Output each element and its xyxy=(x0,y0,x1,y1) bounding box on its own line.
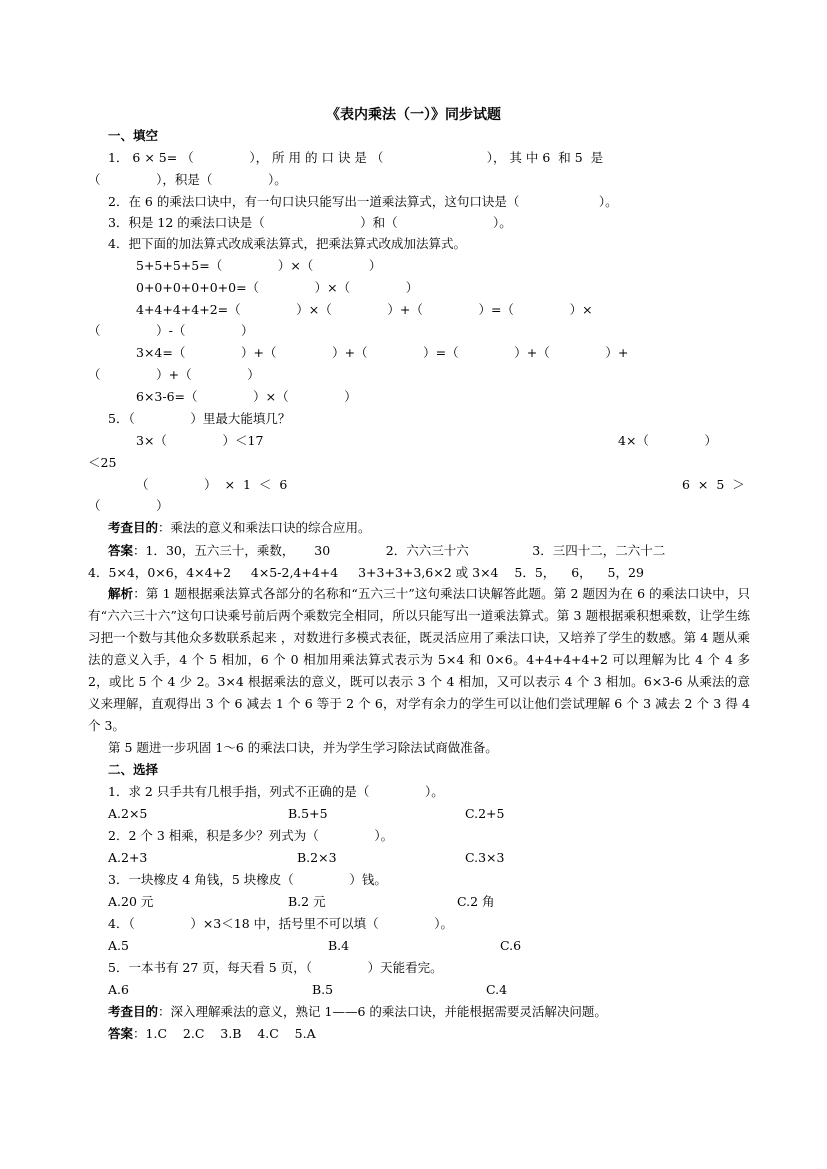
s2-answer xyxy=(108,1026,316,1042)
q5-option-a: A.6 xyxy=(108,982,129,997)
s1-line: （ ），积是（ ）。 xyxy=(88,172,287,187)
s1-line: 6×3-6=（ ）×（ ） xyxy=(136,389,357,404)
s1-line: （ ） xyxy=(88,498,169,513)
s1-line: 4×（ ） xyxy=(618,433,718,448)
s1-line: 5．（ ）里最大能填几？ xyxy=(108,411,291,426)
answer-text: ：1.C 2.C 3.B 4.C 5.A xyxy=(133,1026,316,1041)
q4: 4．（ ）×3＜18 中，括号里不可以填（ ）。 xyxy=(108,916,454,931)
answer-text: ：1．30，五六三十，乘数， 30 2．六六三十六 3．三四十二，二六十二 xyxy=(133,543,666,558)
q1-option-c: C.2+5 xyxy=(465,806,505,821)
q2-option-c: C.3×3 xyxy=(465,850,505,865)
q1-option-b: B.5+5 xyxy=(288,806,328,821)
s1-line: 3．积是 12 的乘法口诀是（ ）和（ ）。 xyxy=(108,215,512,230)
page-title: 《表内乘法（一）》同步试题 xyxy=(326,107,501,123)
s1-line: 6 × 5 ＞ xyxy=(682,477,745,492)
s1-answer-line2: 4．5×4，0×6，4×4+2 4×5-2,4+4+4 3+3+3+3,6×2 或 3×4 5．5， 6， 5，29 xyxy=(88,565,644,580)
q2-option-b: B.2×3 xyxy=(297,850,337,865)
s1-line: 1． 6 × 5= （ ）， 所 用 的 口 诀 是 （ ）， 其 中 6 和 5 是 xyxy=(108,150,604,165)
s1-analysis xyxy=(88,583,750,737)
q2: 2．2 个 3 相乘，积是多少？列式为（ ）。 xyxy=(108,828,394,843)
analysis-text: ：第 1 题根据乘法算式各部分的名称和“五六三十”这句乘法口诀解答此题。第 2 题因为在 6 的乘法口诀中，只有“六六三十六”这句口诀乘号前后两个乘数完全相同，所以只能写出一道乘法算式。第 3 题根据乘积想乘数，让学生练习把一个数与其他众多数联系起来 ，对数进行多模式表征，既灵活应用了乘法口诀，又培养了学生的数感。第 4 题从乘法的意义入手，4 个 5 相加，6 个 0 相加用乘法算式表示为 5×4 和 0×6。4+4+4+4+2 可以理解为比 4 个 4 多 2，或比 5 个 4 少 2。3×4 根据乘法的意义，既可以表示 3 个 4 相加，又可以表示 4 个 3 相加。6×3-6 从乘法的意义来理解，直观得出 3 个 6 减去 1 个 6 等于 2 个 6，对学有余力的学生可以让他们尝试理解 6 个 3 减去 2 个 3 得 4 个 3。 xyxy=(88,586,750,733)
s1-line: （ ）-（ ） xyxy=(88,323,254,338)
s1-line: 3×4=（ ）+（ ）+（ ）=（ ）+（ ）+ xyxy=(136,345,629,360)
q3-option-c: C.2 角 xyxy=(457,894,495,909)
answer-label: 答案 xyxy=(108,1026,134,1041)
q2-option-a: A.2+3 xyxy=(108,850,148,865)
section1-heading: 一、填空 xyxy=(108,128,159,143)
purpose-text: ：乘法的意义和乘法口诀的综合应用。 xyxy=(158,520,371,535)
s1-line: 2．在 6 的乘法口诀中，有一句口诀只能写出一道乘法算式，这句口诀是（ ）。 xyxy=(108,194,618,209)
s1-purpose xyxy=(108,520,371,536)
s1-line: 4．把下面的加法算式改成乘法算式，把乘法算式改成加法算式。 xyxy=(108,236,466,251)
section2-heading: 二、选择 xyxy=(108,762,159,777)
q1: 1．求 2 只手共有几根手指，列式不正确的是（ ）。 xyxy=(108,784,444,799)
q1-option-a: A.2×5 xyxy=(108,806,148,821)
q4-option-a: A.5 xyxy=(108,938,129,953)
answer-label: 答案 xyxy=(108,543,134,558)
s1-line: （ ） × 1 ＜ 6 xyxy=(136,477,288,492)
s2-purpose xyxy=(108,1004,607,1020)
purpose-text: ：深入理解乘法的意义，熟记 1——6 的乘法口诀，并能根据需要灵活解决问题。 xyxy=(158,1004,607,1019)
q5: 5．一本书有 27 页，每天看 5 页，（ ）天能看完。 xyxy=(108,960,443,975)
s1-line: 4+4+4+4+2=（ ）×（ ）+（ ）=（ ）× xyxy=(136,302,593,317)
q5-option-c: C.4 xyxy=(486,982,508,997)
purpose-label: 考查目的 xyxy=(108,520,159,535)
q4-option-b: B.4 xyxy=(328,938,350,953)
q4-option-c: C.6 xyxy=(500,938,522,953)
s1-line: ＜25 xyxy=(88,455,117,470)
q3-option-a: A.20 元 xyxy=(108,894,154,909)
s1-answer xyxy=(108,543,665,559)
s1-line: 0+0+0+0+0+0=（ ）×（ ） xyxy=(136,280,419,295)
s1-line: 5+5+5+5=（ ）×（ ） xyxy=(136,258,382,273)
s1-line: 3×（ ）＜17 xyxy=(136,433,264,448)
s1-line: （ ）+（ ） xyxy=(88,367,260,382)
q3-option-b: B.2 元 xyxy=(288,894,326,909)
purpose-label: 考查目的 xyxy=(108,1004,159,1019)
q3: 3．一块橡皮 4 角钱，5 块橡皮（ ）钱。 xyxy=(108,872,387,887)
q5-option-b: B.5 xyxy=(312,982,334,997)
analysis-label: 解析 xyxy=(108,586,134,601)
s1-analysis-extra: 第 5 题进一步巩固 1～6 的乘法口诀，并为学生学习除法试商做准备。 xyxy=(108,740,498,755)
